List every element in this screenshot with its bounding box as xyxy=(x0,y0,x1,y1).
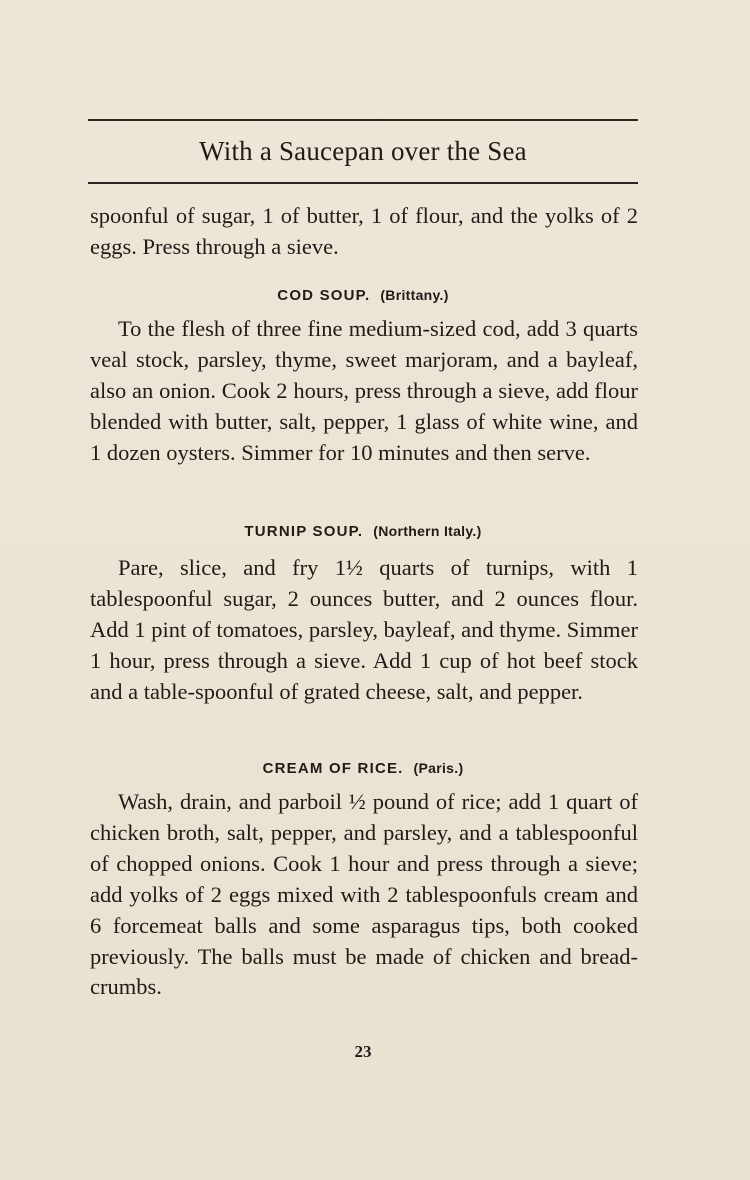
continuation-paragraph-block xyxy=(90,201,638,263)
recipe-body: Wash, drain, and parboil ½ pound of rice; add 1 quart of chicken broth, salt, pepper, and parsley, and a tablespoonful of chopped onions. Cook 1 hour and press through a sieve; add yolks of 2 eggs mixed with 2 tablespoonfuls cream and 6 forcemeat balls and some asparagus tips, both cooked previously. The balls must be made of chicken and bread-crumbs. xyxy=(90,789,638,1000)
recipe-title: TURNIP SOUP. xyxy=(244,523,364,540)
recipe-title: COD SOUP. xyxy=(277,287,371,304)
header-rule-top xyxy=(88,119,638,121)
running-head: With a Saucepan over the Sea xyxy=(199,136,527,166)
recipe-body-block-cream-of-rice xyxy=(90,787,638,1003)
recipe-body-block-cod-soup xyxy=(90,314,638,469)
recipe-title: CREAM OF RICE. xyxy=(262,760,404,777)
page-number: 23 xyxy=(354,1042,372,1061)
recipe-body: Pare, slice, and fry 1½ quarts of turnips, with 1 tablespoonful sugar, 2 ounces butter, and 2 ounces flour. Add 1 pint of tomatoes, parsley, bayleaf, and thyme. Simmer 1 hour, press through a sieve. Add 1 cup of hot beef stock and a table-spoonful of grated cheese, salt, and pepper. xyxy=(90,555,638,704)
recipe-heading-turnip-soup xyxy=(88,522,638,541)
recipe-origin: (Brittany.) xyxy=(380,287,449,303)
header-rule-bottom xyxy=(88,182,638,184)
continuation-paragraph: spoonful of sugar, 1 of butter, 1 of flour, and the yolks of 2 eggs. Press through a sieve. xyxy=(90,203,638,259)
recipe-origin: (Paris.) xyxy=(413,760,464,776)
recipe-body: To the flesh of three fine medium-sized cod, add 3 quarts veal stock, parsley, thyme, sweet marjoram, and a bayleaf, also an onion. Cook 2 hours, press through a sieve, add flour blended with butter, salt, pepper, 1 glass of white wine, and 1 dozen oysters. Simmer for 10 minutes and then serve. xyxy=(90,316,638,465)
recipe-body-block-turnip-soup xyxy=(90,553,638,708)
recipe-origin: (Northern Italy.) xyxy=(373,523,482,539)
recipe-heading-cod-soup xyxy=(88,286,638,305)
recipe-heading-cream-of-rice xyxy=(88,759,638,778)
